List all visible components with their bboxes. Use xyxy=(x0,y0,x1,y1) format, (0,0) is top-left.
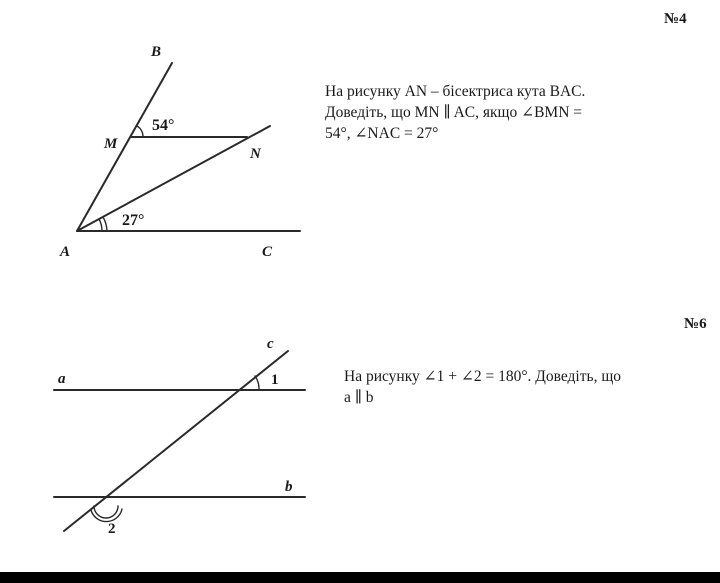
label-angle-nac: 27° xyxy=(122,212,145,229)
angle-1-arc xyxy=(255,376,259,390)
label-line-b: b xyxy=(285,479,293,495)
label-point-A: A xyxy=(60,244,71,260)
problem-6-statement xyxy=(344,366,718,408)
label-point-N: N xyxy=(250,146,261,162)
problem-number-6: №6 xyxy=(684,316,707,332)
angle-arc-bmn xyxy=(137,126,143,137)
problem-4-line-2: Доведіть, що MN ∥ AC, якщо ∠BMN = xyxy=(325,104,583,121)
bottom-black-bar xyxy=(0,572,720,583)
label-point-M: M xyxy=(104,136,118,152)
label-angle-bmn: 54° xyxy=(152,117,175,134)
problem-6-line-2: a ∥ b xyxy=(344,389,374,406)
label-point-B: B xyxy=(151,44,162,60)
angle-arc-nac-outer xyxy=(103,217,107,231)
figure-problem-4-labels xyxy=(59,44,273,260)
label-angle-2: 2 xyxy=(108,521,116,537)
problem-4-line-3: 54°, ∠NAC = 27° xyxy=(325,125,439,142)
problem-number-4: №4 xyxy=(664,11,687,27)
problem-4-line-1: На рисунку AN – бісектриса кута BAC. xyxy=(325,83,586,100)
figure-problem-6 xyxy=(54,351,305,531)
problem-6-line-1: На рисунку ∠1 + ∠2 = 180°. Доведіть, що xyxy=(344,368,622,385)
label-angle-1: 1 xyxy=(271,372,279,388)
label-line-c: c xyxy=(267,336,274,352)
label-line-a: a xyxy=(58,371,66,387)
label-point-C: C xyxy=(262,244,273,260)
transversal-c xyxy=(64,351,288,531)
angle-arc-nac-inner xyxy=(99,219,102,231)
angle-2-arc-inner xyxy=(94,506,118,518)
